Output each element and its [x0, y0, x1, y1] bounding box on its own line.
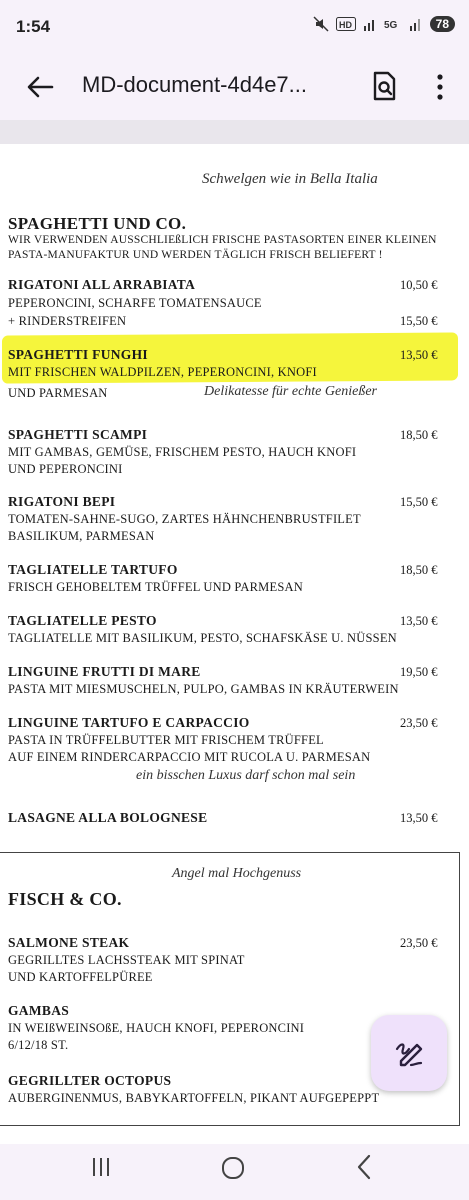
- dish-name: RIGATONI ALL ARRABIATA: [8, 277, 196, 292]
- dish-description: BASILIKUM, PARMESAN: [8, 529, 155, 543]
- dish-description: AUF EINEM RINDERCARPACCIO MIT RUCOLA U. PARMESAN: [8, 750, 371, 764]
- signal-icon-2: [409, 17, 423, 31]
- dish-name: GAMBAS: [8, 1003, 70, 1018]
- system-navigation-bar: [0, 1144, 469, 1200]
- dish-description: GEGRILLTES LACHSSTEAK MIT SPINAT: [8, 953, 245, 967]
- dish-description: UND PARMESAN: [8, 386, 108, 400]
- dish-price: 13,50 €: [400, 348, 438, 362]
- document-title: MD-document-4d4e7...: [82, 72, 307, 97]
- dish-note: Delikatesse für echte Genießer: [204, 384, 377, 399]
- app-bar: [0, 56, 469, 120]
- dish-description: TOMATEN-SAHNE-SUGO, ZARTES HÄHNCHENBRUSTFILET: [8, 512, 361, 526]
- svg-text:HD: HD: [338, 20, 352, 30]
- search-in-document-icon[interactable]: [366, 68, 402, 104]
- dish-note: ein bisschen Luxus darf schon mal sein: [136, 768, 356, 783]
- menu-tagline: Schwelgen wie in Bella Italia: [202, 171, 378, 187]
- dish-description: UND PEPERONCINI: [8, 462, 123, 476]
- dish-description: IN WEIßWEINSOßE, HAUCH KNOFI, PEPERONCINI: [8, 1021, 305, 1035]
- dish-description: PEPERONCINI, SCHARFE TOMATENSAUCE: [8, 296, 262, 310]
- battery-indicator: 78: [430, 16, 455, 32]
- fisch-tagline: Angel mal Hochgenuss: [172, 866, 302, 881]
- section-subtitle-line: PASTA-MANUFAKTUR UND WERDEN TÄGLICH FRISCH BELIEFERT !: [8, 249, 383, 261]
- dish-description: PASTA MIT MIESMUSCHELN, PULPO, GAMBAS IN KRÄUTERWEIN: [8, 682, 399, 696]
- arrow-back-icon[interactable]: [22, 69, 58, 105]
- 5g-icon: [384, 17, 402, 31]
- dish-description: PASTA IN TRÜFFELBUTTER MIT FRISCHEM TRÜFFEL: [8, 733, 324, 747]
- dish-name: SPAGHETTI SCAMPI: [8, 427, 148, 442]
- nav-back-icon[interactable]: [354, 1154, 374, 1180]
- edit-annotate-icon: [371, 1015, 447, 1091]
- dish-name: SPAGHETTI FUNGHI: [8, 347, 148, 362]
- mute-icon: [313, 16, 329, 32]
- dish-price-extra: 15,50 €: [400, 314, 438, 328]
- dish-description: TAGLIATELLE MIT BASILIKUM, PESTO, SCHAFSKÄSE U. NÜSSEN: [8, 631, 397, 645]
- status-icons: [313, 16, 455, 32]
- hd-icon: [336, 17, 356, 31]
- dish-description: AUBERGINENMUS, BABYKARTOFFELN, PIKANT AUFGEPEPPT: [8, 1091, 380, 1105]
- dish-name: LINGUINE TARTUFO E CARPACCIO: [8, 715, 250, 730]
- dish-description: FRISCH GEHOBELTEM TRÜFFEL UND PARMESAN: [8, 580, 303, 594]
- dish-name: SALMONE STEAK: [8, 935, 130, 950]
- more-vert-icon[interactable]: [426, 68, 454, 106]
- section-subtitle-line: WIR VERWENDEN AUSSCHLIEßLICH FRISCHE PASTASORTEN EINER KLEINEN: [8, 234, 437, 246]
- dish-price: 18,50 €: [400, 428, 438, 442]
- dish-description: 6/12/18 ST.: [8, 1038, 69, 1052]
- dish-name: RIGATONI BEPI: [8, 494, 116, 509]
- dish-name: TAGLIATELLE TARTUFO: [8, 562, 178, 577]
- dish-price: 18,50 €: [400, 563, 438, 577]
- dish-price: 23,50 €: [400, 716, 438, 730]
- dish-name: TAGLIATELLE PESTO: [8, 613, 157, 628]
- svg-text:5G: 5G: [383, 20, 397, 31]
- dish-name: LASAGNE ALLA BOLOGNESE: [8, 810, 208, 825]
- dish-description: MIT GAMBAS, GEMÜSE, FRISCHEM PESTO, HAUCH KNOFI: [8, 445, 357, 459]
- dish-description: UND KARTOFFELPÜREE: [8, 970, 153, 984]
- dish-name: LINGUINE FRUTTI DI MARE: [8, 664, 201, 679]
- dish-price: 23,50 €: [400, 936, 438, 950]
- home-icon[interactable]: [221, 1156, 245, 1180]
- dish-price: 10,50 €: [400, 278, 438, 292]
- document-page[interactable]: [0, 144, 469, 1144]
- dish-description: + RINDERSTREIFEN: [8, 314, 127, 328]
- dish-description: MIT FRISCHEN WALDPILZEN, PEPERONCINI, KNOFI: [8, 365, 317, 379]
- signal-icon: [363, 17, 377, 31]
- dish-price: 13,50 €: [400, 614, 438, 628]
- dish-name: GEGRILLTER OCTOPUS: [8, 1073, 172, 1088]
- status-bar: [0, 0, 469, 56]
- status-time: 1:54: [16, 17, 51, 36]
- dish-price: 19,50 €: [400, 665, 438, 679]
- recent-apps-icon[interactable]: [90, 1156, 112, 1178]
- fisch-title: FISCH & CO.: [8, 889, 122, 909]
- section-title: SPAGHETTI UND CO.: [8, 214, 187, 233]
- dish-price: 15,50 €: [400, 495, 438, 509]
- page-gap: [0, 120, 469, 144]
- annotate-button[interactable]: [371, 1015, 447, 1091]
- dish-price: 13,50 €: [400, 811, 438, 825]
